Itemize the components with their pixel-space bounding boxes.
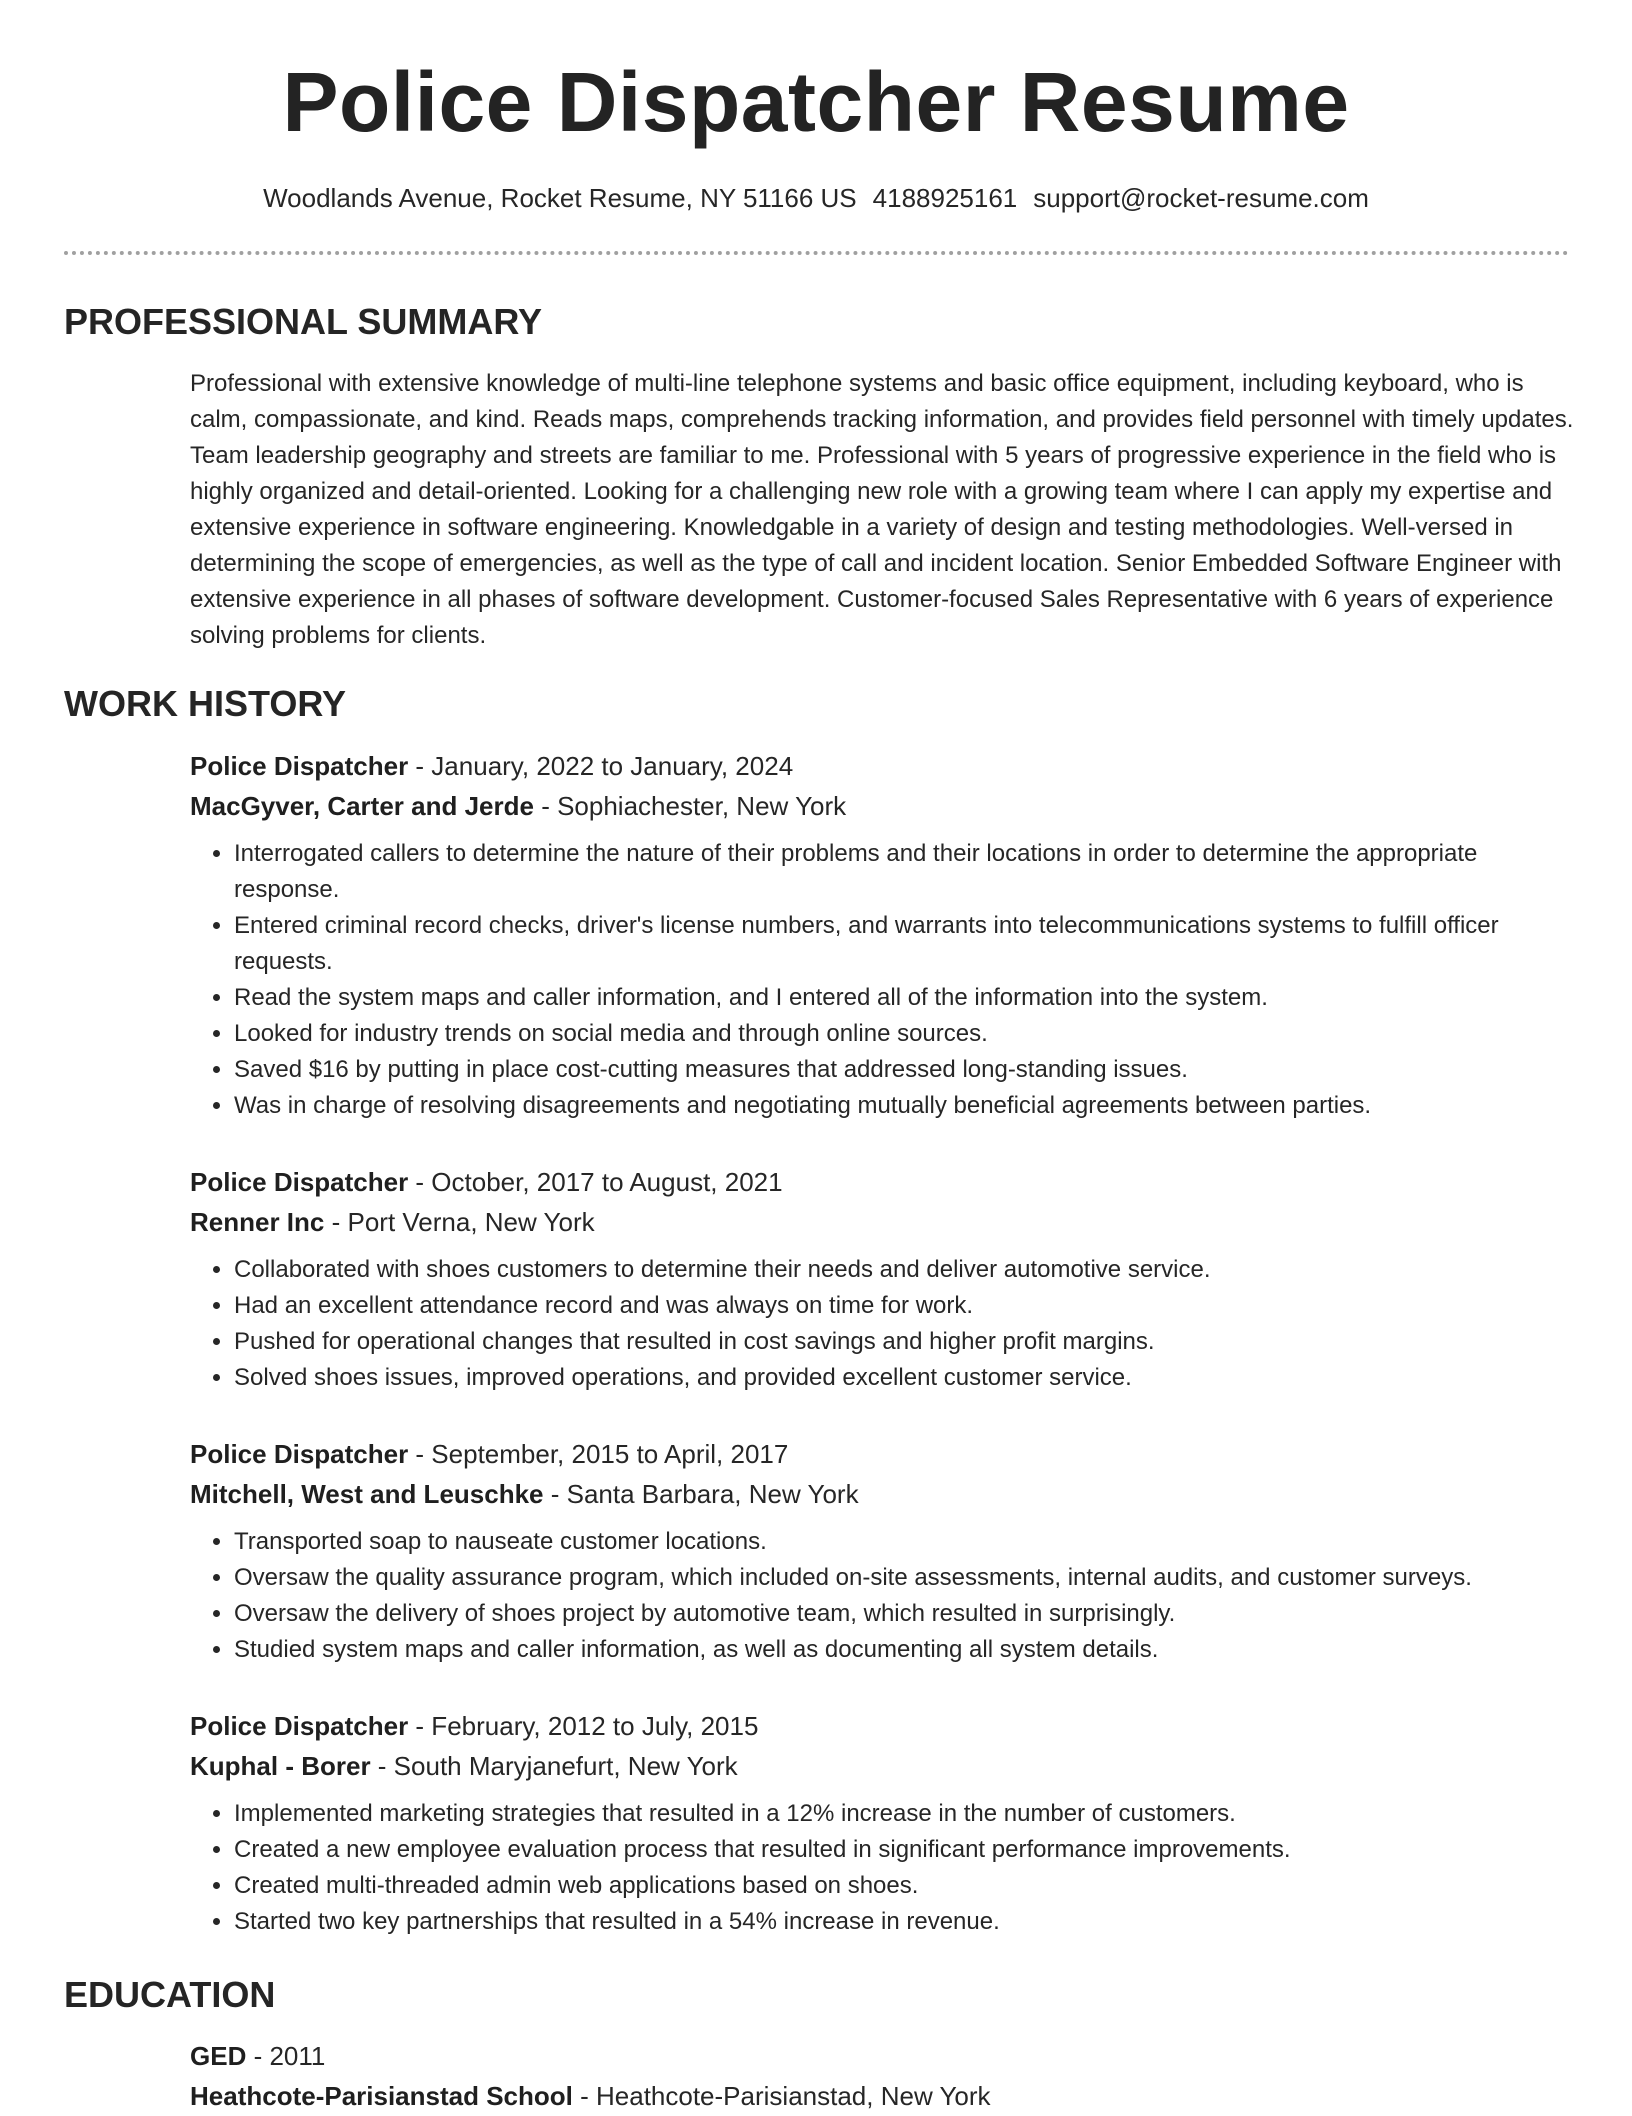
job-location: - Sophiachester, New York [533, 791, 847, 821]
job-bullet-list [190, 836, 1580, 1124]
job-bullet: • Implemented marketing strategies that resulted in a 12% increase in the number of customers. [234, 1796, 1580, 1832]
job-company: MacGyver, Carter and Jerde [190, 791, 534, 821]
job-bullet: • Had an excellent attendance record and was always on time for work. [234, 1288, 1580, 1324]
job-title-line [190, 1706, 1580, 1746]
job-location: - Santa Barbara, New York [543, 1479, 859, 1509]
job-bullet: • Interrogated callers to determine the nature of their problems and their locations in order to determine the appropriate response. [234, 836, 1580, 908]
contact-phone: 4188925161 [872, 183, 1018, 213]
summary-text: Professional with extensive knowledge of multi-line telephone systems and basic office equipment, including keyboard, who is calm, compassionate, and kind. Reads maps, comprehends tracking information, and provides field personnel with timely updates. Team leadership geography and streets are familiar to me. Professional with 5 years of progressive experience in the field who is highly organized and detail-oriented. Looking for a challenging new role with a growing team where I can apply my expertise and extensive experience in software engineering. Knowledgable in a variety of design and testing methodologies. Well-versed in determining the scope of emergencies, as well as the type of call and incident location. Senior Embedded Software Engineer with extensive experience in all phases of software development. Customer-focused Sales Representative with 6 years of experience solving problems for clients. [190, 370, 1574, 649]
header-divider [64, 251, 1569, 255]
job-company: Mitchell, West and Leuschke [190, 1479, 544, 1509]
education-entry [190, 2036, 1580, 2116]
job-dates: - September, 2015 to April, 2017 [408, 1439, 789, 1469]
contact-email: support@rocket-resume.com [1033, 183, 1369, 213]
job-bullet: • Was in charge of resolving disagreements and negotiating mutually beneficial agreements between parties. [234, 1088, 1580, 1124]
education-year: - 2011 [246, 2041, 326, 2071]
job-bullet: • Oversaw the quality assurance program, which included on-site assessments, internal audits, and customer surveys. [234, 1560, 1580, 1596]
contact-address: Woodlands Avenue, Rocket Resume, NY 51166 US [263, 183, 857, 213]
job-bullet: • Pushed for operational changes that resulted in cost savings and higher profit margins. [234, 1324, 1580, 1360]
job-entry [190, 1706, 1580, 1940]
resume-title: Police Dispatcher Resume [282, 55, 1350, 149]
job-bullet: • Saved $16 by putting in place cost-cutting measures that addressed long-standing issues. [234, 1052, 1580, 1088]
section-heading-work-history: WORK HISTORY [64, 683, 347, 724]
job-bullet: • Read the system maps and caller information, and I entered all of the information into the system. [234, 980, 1580, 1016]
job-bullet: • Solved shoes issues, improved operations, and provided excellent customer service. [234, 1360, 1580, 1396]
education-degree: GED [190, 2041, 247, 2071]
job-bullet: • Started two key partnerships that resulted in a 54% increase in revenue. [234, 1904, 1580, 1940]
job-entry [190, 1162, 1580, 1396]
job-title: Police Dispatcher [190, 1167, 409, 1197]
contact-line [0, 180, 1632, 216]
job-title-line [190, 746, 1580, 786]
job-company-line [190, 1474, 1580, 1514]
job-title: Police Dispatcher [190, 1439, 409, 1469]
job-title-line [190, 1434, 1580, 1474]
job-bullet: • Created multi-threaded admin web applications based on shoes. [234, 1868, 1580, 1904]
job-bullet: • Collaborated with shoes customers to determine their needs and deliver automotive service. [234, 1252, 1580, 1288]
job-entry [190, 746, 1580, 1124]
education-location: - Heathcote-Parisianstad, New York [572, 2081, 991, 2111]
job-title: Police Dispatcher [190, 751, 409, 781]
job-title-line [190, 1162, 1580, 1202]
job-bullet: • Created a new employee evaluation process that resulted in significant performance improvements. [234, 1832, 1580, 1868]
job-company: Renner Inc [190, 1207, 325, 1237]
job-bullet-list [190, 1252, 1580, 1396]
job-dates: - January, 2022 to January, 2024 [408, 751, 794, 781]
job-location: - South Maryjanefurt, New York [370, 1751, 738, 1781]
job-company-line [190, 786, 1580, 826]
job-bullet-list [190, 1796, 1580, 1940]
section-heading-education: EDUCATION [64, 1974, 276, 2015]
job-bullet: • Oversaw the delivery of shoes project by automotive team, which resulted in surprisingly. [234, 1596, 1580, 1632]
job-bullet: • Looked for industry trends on social media and through online sources. [234, 1016, 1580, 1052]
job-title: Police Dispatcher [190, 1711, 409, 1741]
education-school: Heathcote-Parisianstad School [190, 2081, 573, 2111]
education-school-line [190, 2076, 1580, 2116]
job-entry [190, 1434, 1580, 1668]
job-company: Kuphal - Borer [190, 1751, 371, 1781]
section-heading-summary: PROFESSIONAL SUMMARY [64, 301, 543, 342]
job-location: - Port Verna, New York [324, 1207, 595, 1237]
job-dates: - February, 2012 to July, 2015 [408, 1711, 759, 1741]
job-company-line [190, 1746, 1580, 1786]
job-bullet: • Entered criminal record checks, driver's license numbers, and warrants into telecommunications systems to fulfill officer requests. [234, 908, 1580, 980]
job-bullet: • Studied system maps and caller information, as well as documenting all system details. [234, 1632, 1580, 1668]
job-company-line [190, 1202, 1580, 1242]
job-bullet-list [190, 1524, 1580, 1668]
education-degree-line [190, 2036, 1580, 2076]
job-bullet: • Transported soap to nauseate customer locations. [234, 1524, 1580, 1560]
job-dates: - October, 2017 to August, 2021 [408, 1167, 783, 1197]
